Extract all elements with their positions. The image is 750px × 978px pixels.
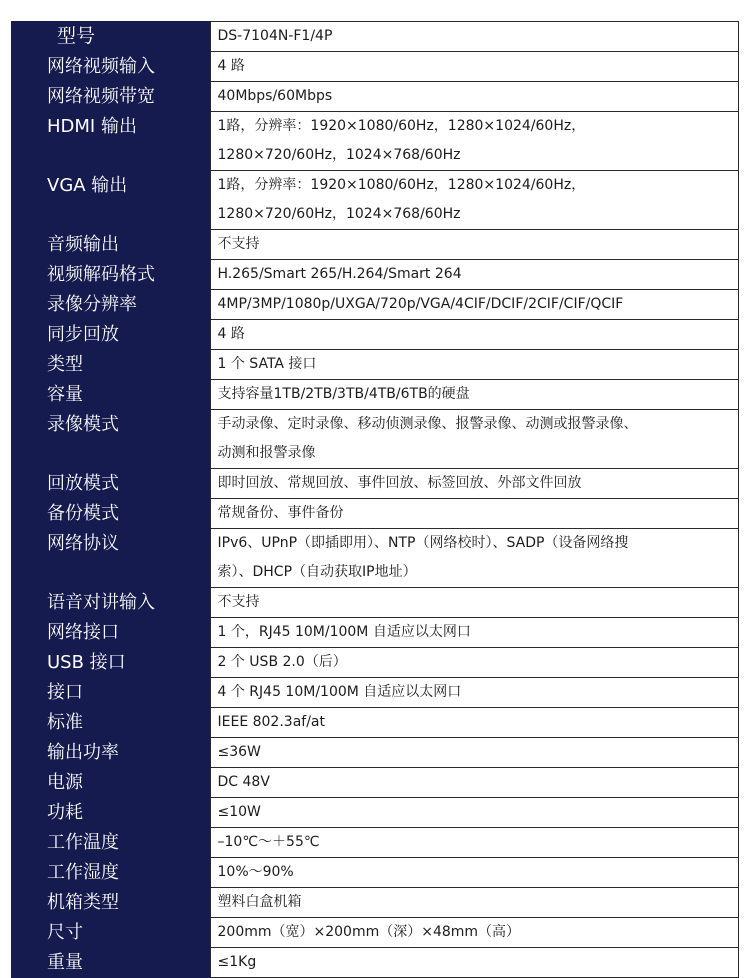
spec-label: 网络协议: [11, 529, 210, 588]
spec-label: 类型: [11, 350, 210, 380]
spec-value: [210, 230, 738, 260]
spec-value-line: DC 48V: [217, 774, 270, 790]
spec-row: [11, 112, 738, 171]
spec-row: [11, 52, 738, 82]
spec-value-line: H.265/Smart 265/H.264/Smart 264: [217, 266, 462, 282]
spec-value: [210, 588, 738, 618]
spec-value-line: ≤10W: [217, 804, 261, 820]
spec-label: 音频输出: [11, 230, 210, 260]
spec-row: [11, 350, 738, 380]
spec-value-line: ≤1Kg: [217, 954, 257, 970]
spec-value-line: 1280×720/60Hz，1024×768/60Hz: [217, 206, 461, 222]
spec-value: [210, 320, 738, 350]
spec-value-line: 手动录像、定时录像、移动侦测录像、报警录像、动测或报警录像、: [217, 416, 638, 432]
spec-value: [210, 380, 738, 410]
spec-value: [210, 768, 738, 798]
spec-value-line: 4 路: [217, 58, 245, 74]
spec-value-line: 10%～90%: [217, 864, 294, 880]
spec-row: [11, 469, 738, 499]
spec-value-line: 2 个 USB 2.0（后）: [217, 654, 347, 670]
spec-value: [210, 648, 738, 678]
spec-value-line: 1路，分辨率：1920×1080/60Hz，1280×1024/60Hz，: [217, 118, 586, 134]
spec-label: 回放模式: [11, 469, 210, 499]
spec-row: [11, 828, 738, 858]
spec-label: VGA 输出: [11, 171, 210, 230]
spec-row: [11, 648, 738, 678]
spec-row: [11, 320, 738, 350]
spec-value: [210, 529, 738, 588]
spec-value: [210, 410, 738, 469]
spec-value: [210, 828, 738, 858]
spec-label: 语音对讲输入: [11, 588, 210, 618]
spec-value-line: 200mm（宽）×200mm（深）×48mm（高）: [217, 924, 521, 940]
spec-value: [210, 918, 738, 948]
spec-label: 容量: [11, 380, 210, 410]
spec-row: [11, 948, 738, 978]
spec-value-line: 4 个 RJ45 10M/100M 自适应以太网口: [217, 684, 462, 700]
spec-value-line: 即时回放、常规回放、事件回放、标签回放、外部文件回放: [217, 475, 582, 491]
spec-row: [11, 499, 738, 529]
spec-value-line: –10℃～＋55℃: [217, 834, 320, 850]
spec-label: 备份模式: [11, 499, 210, 529]
spec-label: HDMI 输出: [11, 112, 210, 171]
spec-row: [11, 798, 738, 828]
spec-value: [210, 798, 738, 828]
spec-value: [210, 888, 738, 918]
spec-value: [210, 708, 738, 738]
spec-value: [210, 260, 738, 290]
spec-label: 网络视频带宽: [11, 82, 210, 112]
spec-label: USB 接口: [11, 648, 210, 678]
spec-label: 工作温度: [11, 828, 210, 858]
spec-label: 机箱类型: [11, 888, 210, 918]
spec-value: [210, 469, 738, 499]
spec-value: [210, 618, 738, 648]
spec-label: 录像模式: [11, 410, 210, 469]
spec-value: [210, 52, 738, 82]
spec-value: [210, 858, 738, 888]
spec-label: 型号: [11, 22, 210, 52]
spec-table: [11, 21, 739, 978]
spec-label: 录像分辨率: [11, 290, 210, 320]
spec-label: 工作湿度: [11, 858, 210, 888]
spec-row: [11, 708, 738, 738]
spec-value: [210, 290, 738, 320]
spec-row: [11, 290, 738, 320]
spec-table-body: [11, 22, 738, 978]
spec-value-line: DS-7104N-F1/4P: [217, 28, 333, 44]
spec-value: [210, 171, 738, 230]
spec-value-line: 1 个，RJ45 10M/100M 自适应以太网口: [217, 624, 471, 640]
spec-label: 电源: [11, 768, 210, 798]
spec-row: [11, 230, 738, 260]
spec-row: [11, 678, 738, 708]
spec-value-line: IEEE 802.3af/at: [217, 714, 325, 730]
spec-value: [210, 948, 738, 978]
spec-label: 网络视频输入: [11, 52, 210, 82]
spec-row: [11, 22, 738, 52]
spec-row: [11, 858, 738, 888]
spec-value-line: 塑料白盒机箱: [217, 894, 302, 910]
spec-value-line: 1 个 SATA 接口: [217, 356, 317, 372]
spec-row: [11, 529, 738, 588]
spec-label: 网络接口: [11, 618, 210, 648]
spec-value-line: 40Mbps/60Mbps: [217, 88, 333, 104]
spec-row: [11, 380, 738, 410]
spec-value: [210, 22, 738, 52]
spec-value-line: 4 路: [217, 326, 245, 342]
spec-value-line: 索）、DHCP（自动获取IP地址）: [217, 564, 417, 580]
spec-value-line: 不支持: [217, 236, 260, 252]
spec-row: [11, 918, 738, 948]
spec-label: 输出功率: [11, 738, 210, 768]
spec-row: [11, 588, 738, 618]
spec-row: [11, 171, 738, 230]
spec-value-line: 1280×720/60Hz，1024×768/60Hz: [217, 147, 461, 163]
spec-label: 同步回放: [11, 320, 210, 350]
spec-row: [11, 410, 738, 469]
spec-value: [210, 350, 738, 380]
spec-row: [11, 768, 738, 798]
spec-row: [11, 888, 738, 918]
spec-value-line: 常规备份、事件备份: [217, 505, 344, 521]
spec-value-line: 动测和报警录像: [217, 445, 316, 461]
spec-value: [210, 82, 738, 112]
spec-row: [11, 618, 738, 648]
spec-label: 功耗: [11, 798, 210, 828]
spec-label: 视频解码格式: [11, 260, 210, 290]
spec-value-line: 不支持: [217, 594, 260, 610]
spec-label: 重量: [11, 948, 210, 978]
spec-row: [11, 82, 738, 112]
spec-row: [11, 738, 738, 768]
spec-label: 接口: [11, 678, 210, 708]
spec-value: [210, 678, 738, 708]
spec-value: [210, 738, 738, 768]
spec-value-line: ≤36W: [217, 744, 261, 760]
spec-value: [210, 112, 738, 171]
spec-value: [210, 499, 738, 529]
spec-value-line: IPv6、UPnP（即插即用）、NTP（网络校时）、SADP（设备网络搜: [217, 535, 629, 551]
spec-label: 尺寸: [11, 918, 210, 948]
spec-row: [11, 260, 738, 290]
spec-value-line: 支持容量1TB/2TB/3TB/4TB/6TB的硬盘: [217, 386, 470, 402]
spec-value-line: 4MP/3MP/1080p/UXGA/720p/VGA/4CIF/DCIF/2CIF/CIF/QCIF: [217, 296, 624, 312]
spec-label: 标准: [11, 708, 210, 738]
spec-value-line: 1路，分辨率：1920×1080/60Hz，1280×1024/60Hz，: [217, 177, 586, 193]
